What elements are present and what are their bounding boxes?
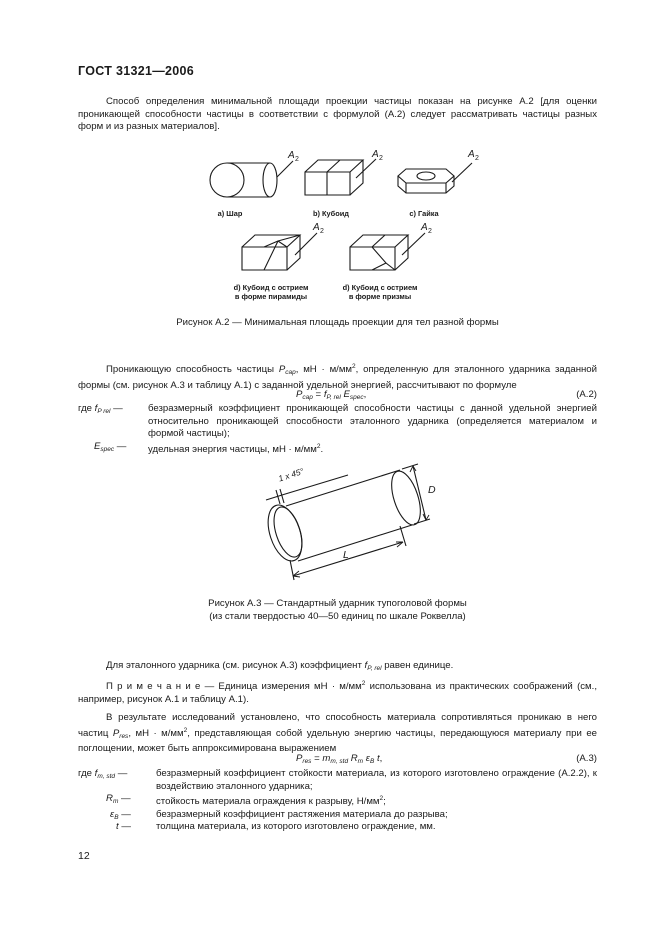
svg-text:A: A — [288, 150, 295, 161]
shape-sphere-cylinder — [210, 150, 299, 197]
note-paragraph: П р и м е ч а н и е — Единица измерения мН · $м/мм^2$ использована из практических соображений (см., например, рисунок А.1 и таблицу А.1). — [78, 680, 597, 705]
svg-text:2: 2 — [475, 155, 479, 162]
figure-a3-caption-line2: (из стали твердостью 40—50 единиц по шкале Роквелла) — [209, 611, 466, 622]
length-label: L — [343, 549, 349, 561]
svg-text:2: 2 — [295, 156, 299, 163]
diameter-label: D — [428, 484, 436, 496]
shape-label-prism-line1: d) Кубоид с острием — [342, 283, 418, 292]
svg-text:A: A — [468, 149, 475, 160]
formula-a2: $P_{cap} = f_{P, rel}$ $E_{spec}$, — [296, 389, 367, 401]
paragraph-resistance: В результате исследований установлено, что способность материала сопротивляться проникаю в него частиц $P_{res}$, мН · $м/мм^2$, представляющая собой удельную энергию частицы, передающуюся материалу при ее поглощении, может быть аппроксимирована выражением — [78, 712, 597, 755]
shape-label-prism-line2: в форме призмы — [348, 292, 412, 301]
svg-text:A: A — [421, 222, 428, 233]
definition-f-p-rel: где $f_{P rel}$ — безразмерный коэффициент проникающей способности частицы с данной удельной энергией относительно проникающей способности эталонного ударника (определяется материалом и формой частицы); — [78, 403, 597, 440]
shape-cuboid — [305, 149, 383, 195]
figure-a2-drawing — [200, 145, 480, 305]
svg-text:2: 2 — [320, 228, 324, 235]
definition-t: t — толщина материала, из которого изготовлено ограждение, мм. — [116, 821, 436, 833]
definition-r-m: $R_m$ — стойкость материала ограждения к разрыву, $Н/мм^2$; — [106, 793, 386, 808]
formula-a3: $P_{res} = m_{m, std}$ $R_m$ $\varepsilon_B$ t, — [296, 753, 383, 765]
svg-text:2: 2 — [428, 228, 432, 235]
chamfer-label: 1 x 45° — [277, 465, 305, 484]
shape-cuboid-prism — [350, 222, 432, 270]
shape-cuboid-pyramid — [242, 222, 324, 270]
svg-text:2: 2 — [379, 155, 383, 162]
shape-label-cuboid: b) Кубоид — [313, 209, 349, 218]
formula-a3-number: (А.3) — [576, 753, 597, 764]
definitions-a2 — [78, 403, 597, 456]
page-number: 12 — [78, 850, 90, 862]
figure-a3-caption-line1: Рисунок А.3 — Стандартный ударник тупоголовой формы — [208, 598, 467, 609]
svg-text:A: A — [372, 149, 379, 160]
definition-epsilon-b: $\varepsilon_B$ — безразмерный коэффициент растяжения материала до разрыва; — [110, 808, 448, 821]
shape-label-sphere: a) Шар — [217, 209, 243, 218]
shape-label-nut: c) Гайка — [409, 209, 439, 218]
document-header: ГОСТ 31321—2006 — [78, 64, 195, 78]
intro-paragraph: Способ определения минимальной площади проекции частицы показан на рисунке А.2 [для оценки проникающей способности частицы в соответствии с формулой (А.2) следует рассматривать частицы разных форм и из разных материалов]. — [78, 96, 597, 133]
formula-a2-number: (А.2) — [576, 389, 597, 400]
paragraph-penetration: Проникающую способность частицы $P_{cap}$, мН · $м/мм^2$, определенную для эталонного ударника заданной формы (см. рисунок А.3 и таблицу А.1) с заданной удельной энергией, рассчитывают по формуле — [78, 363, 597, 391]
shape-nut — [398, 149, 479, 193]
figure-a2-caption: Рисунок А.2 — Минимальная площадь проекции для тел разной формы — [176, 317, 499, 328]
svg-text:A: A — [313, 222, 320, 233]
shape-label-pyramid-line1: d) Кубоид с острием — [233, 283, 309, 292]
paragraph-reference-striker: Для эталонного ударника (см. рисунок А.3) коэффициент $f_{P, rel}$ равен единице. — [106, 660, 454, 672]
definitions-a3 — [78, 768, 597, 834]
definition-e-spec: $E_{spec}$ — удельная энергия частицы, мН · $м/мм^2$. — [94, 440, 324, 455]
shape-label-pyramid-line2: в форме пирамиды — [234, 292, 308, 301]
definition-f-m-std: где $f_{m, std}$ — безразмерный коэффициент стойкости материала, из которого изготовлено ограждение (А.2.2), к воздействию эталонного ударника; — [78, 768, 597, 792]
